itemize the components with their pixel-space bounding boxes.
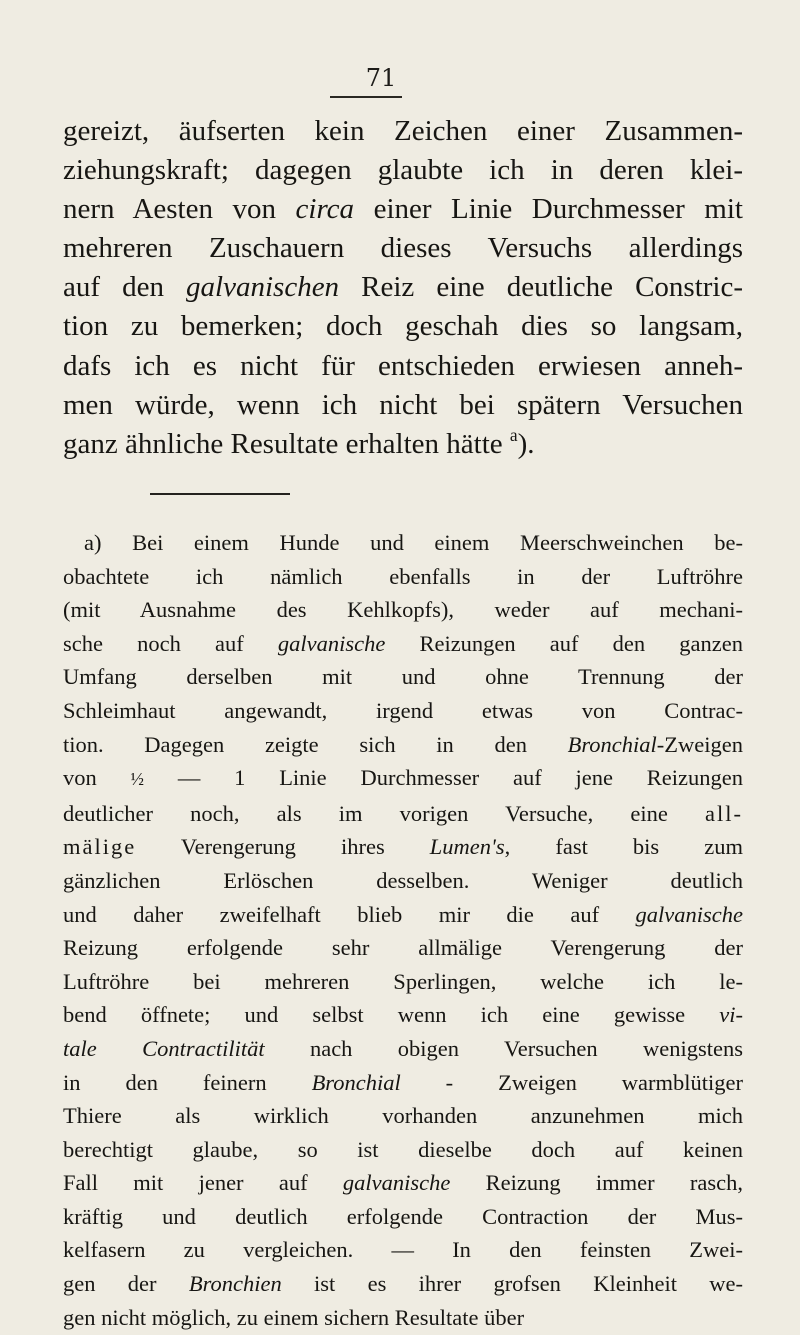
footnote-line-text: in den feinern [63,1069,312,1095]
italic-term: galvanischen [186,271,340,304]
footnote-line [63,1166,743,1200]
footnote-line-text: nach obigen Versuchen wenigstens [264,1035,744,1061]
footnote-line [63,1301,743,1335]
italic-term: Bronchien [188,1271,282,1297]
main-line-text: Reiz eine deutliche Constric- [339,271,743,304]
footnote-line-text: Schleimhaut angewandt, irgend etwas von Contrac- [63,697,743,723]
footnote-line [63,694,743,728]
footnote-line-text: von [63,765,131,791]
main-line [63,425,743,464]
footnote-line [63,1200,743,1234]
italic-term: Lumen's [429,834,505,860]
footnote-line-text: (mit Ausnahme des Kehlkopfs), weder auf mechani- [63,597,743,623]
italic-term: vi- [719,1002,743,1028]
page-number-underline [330,96,402,98]
footnote-line-text: ist es ihrer grofsen Kleinheit we- [281,1271,743,1297]
main-line-text: nern Aesten von [63,193,296,226]
footnote-line [63,526,743,560]
footnote-line [63,931,743,965]
main-line-text: ziehungskraft; dagegen glaubte ich in deren klei- [63,154,743,187]
main-line [63,229,743,268]
main-line-text: men würde, wenn ich nicht bei spätern Versuchen [63,388,743,421]
footnote-line-text: a) Bei einem Hunde und einem Meerschweinchen be- [84,530,743,555]
page-number: 71 [365,64,397,92]
main-line [63,112,743,151]
spaced-term: all- [705,800,743,826]
footnote-line [63,627,743,661]
footnote-line [63,560,743,594]
italic-term: galvanische [277,630,386,656]
main-paragraph [63,112,743,464]
footnote-line-text: tion. Dagegen zeigte sich in den [63,731,568,757]
main-line [63,386,743,425]
footnote-line-text: gen nicht möglich, zu einem sichern Resultate über [63,1304,525,1330]
main-line-text: ). [517,427,535,460]
spaced-term: mälige [63,834,137,860]
footnote-line-text: - Zweigen warmblütiger [400,1069,743,1095]
main-line [63,268,743,307]
main-line-text: gereizt, äufserten kein Zeichen einer Zusammen- [63,115,743,147]
main-line-text: mehreren Zuschauern dieses Versuchs allerdings [63,232,743,265]
footnote-line-text: Thiere als wirklich vorhanden anzunehmen mich [63,1103,743,1129]
footnote-line-text: Umfang derselben mit und ohne Trennung der [63,664,743,690]
italic-term: circa [295,193,355,226]
italic-term: galvanische [342,1170,451,1196]
footnote-line [63,998,743,1032]
footnote-separator-rule [150,493,290,495]
footnote [63,526,743,1334]
footnote-line-text: bend öffnete; und selbst wenn ich eine gewisse [63,1002,720,1028]
footnote-line [63,797,743,831]
main-line [63,347,743,386]
footnote-line-text: obachtete ich nämlich ebenfalls in der Luftröhre [63,563,743,589]
main-line [63,151,743,190]
footnote-line-text: Verengerung ihres [136,834,430,860]
footnote-line-text: kelfasern zu vergleichen. — In den feinsten Zwei- [63,1237,743,1263]
footnote-line-text: und daher zweifelhaft blieb mir die auf [63,901,636,927]
footnote-line [63,1267,743,1301]
main-line-text: auf den [63,271,187,304]
footnote-line-text: berechtigt glaube, so ist dieselbe doch auf keinen [63,1136,743,1162]
footnote-line [63,1233,743,1267]
footnote-line [63,1066,743,1100]
footnote-line-text: gänzlichen Erlöschen desselben. Weniger deutlich [63,867,743,893]
footnote-line [63,660,743,694]
main-line-text: tion zu bemerken; doch geschah dies so langsam, [63,310,743,343]
footnote-line [63,864,743,898]
footnote-line-text: , fast bis zum [504,834,744,860]
italic-term: Bronchial [311,1069,401,1095]
footnote-line-text: sche noch auf [63,630,278,656]
footnote-line [63,1133,743,1167]
footnote-line [63,965,743,999]
footnote-line-text: — 1 Linie Durchmesser auf jene Reizungen [144,765,743,791]
main-line [63,190,743,229]
footnote-reference-marker: a [509,424,518,445]
footnote-line-text: kräftig und deutlich erfolgende Contraction der Mus- [63,1203,743,1229]
footnote-line-text: gen der [63,1271,189,1297]
italic-term: galvanische [635,901,743,927]
footnote-line [63,593,743,627]
footnote-line [63,1099,743,1133]
main-line-text: ganz ähnliche Resultate erhalten hätte [63,427,510,460]
main-line [63,307,743,346]
italic-term: Bronchial [567,731,657,757]
fraction: ½ [130,769,145,790]
footnote-line-text: Reizung immer rasch, [450,1170,744,1196]
footnote-line-text: Fall mit jener auf [63,1170,343,1196]
footnote-line-text: Luftröhre bei mehreren Sperlingen, welche ich le- [63,968,743,994]
footnote-line [63,728,743,762]
footnote-line-text: deutlicher noch, als im vorigen Versuche, eine [63,800,706,826]
main-line-text: dafs ich es nicht für entschieden erwiesen anneh- [63,349,743,382]
footnote-line [63,1032,743,1066]
footnote-line-text: -Zweigen [656,731,743,757]
footnote-line-text: Reizung erfolgende sehr allmälige Verengerung der [63,935,743,961]
footnote-line [63,830,743,864]
footnote-line-text: Reizungen auf den ganzen [385,630,743,656]
footnote-line [63,761,743,797]
main-line-text: einer Linie Durchmesser mit [354,193,743,226]
italic-term: tale Contractilität [63,1035,265,1061]
footnote-line [63,898,743,932]
